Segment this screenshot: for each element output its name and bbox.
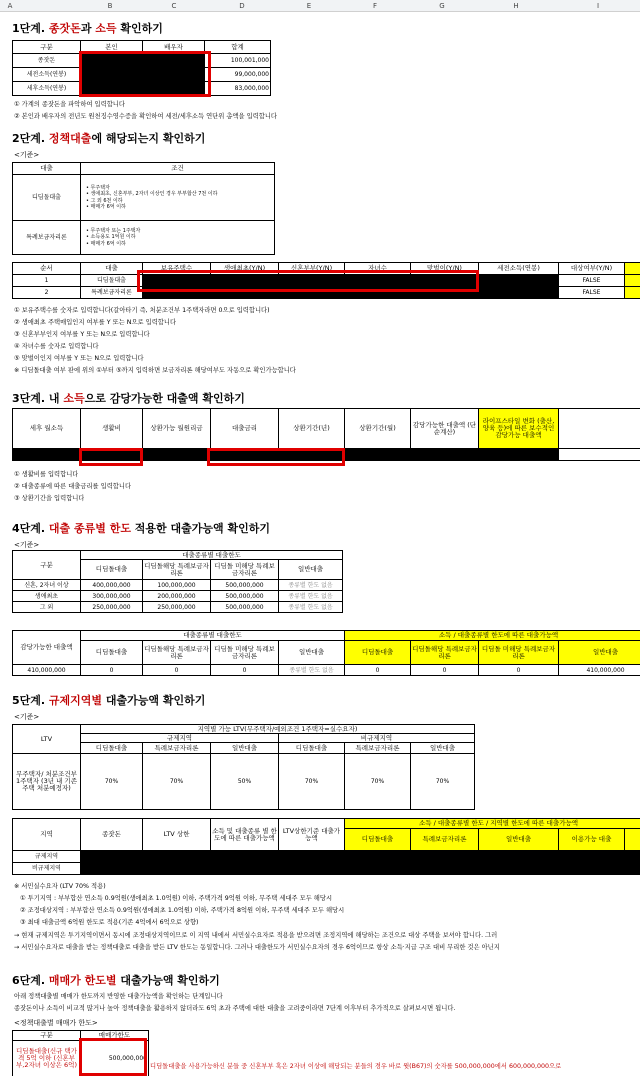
- header-loan: 대출: [81, 263, 143, 275]
- input-cell[interactable]: [81, 54, 143, 68]
- row-label: 신혼, 2자녀 이상: [13, 580, 81, 591]
- input-cell[interactable]: [143, 275, 211, 287]
- header-group: 소득 / 대출종류별 한도 / 지역별 한도에 따른 대출가능액: [345, 819, 640, 829]
- header-cell: 일반대출: [279, 641, 345, 665]
- note: ① 생활비를 입력합니다: [14, 471, 79, 478]
- header-cell: 일반대출: [479, 829, 559, 851]
- limit-cell: 300,000,000: [81, 591, 143, 602]
- note: → 서민실수요자로 대출을 받는 정책대출로 대출을 받든 LTV 한도는 동일합니다. 그러나 대출한도가 서민실수요자의 경우 6억이므로 항상 소득·지급 구조 대비 무리한 것은 아닌지: [14, 944, 500, 951]
- header-conservative: 라이프스타일 변화 (출산, 양육 등)에 따른 보수적인 감당가능 대출액: [479, 409, 559, 449]
- header-cell: 이용가능 대출: [559, 829, 625, 851]
- col-header-i[interactable]: I: [596, 2, 600, 10]
- header-cell: 일반대출: [411, 743, 475, 754]
- header-price-limit: 매매가한도: [81, 1031, 149, 1041]
- condition-list: • 무주택자 • 생애최초, 신혼부부, 2자녀 이상인 경우 부부합산 7천 이하 • 그 외 6천 이하 • 매매가 6억 이하: [86, 184, 218, 210]
- header-first-buyer: 생애최초(Y/N): [211, 263, 279, 275]
- col-header-g[interactable]: G: [439, 2, 445, 10]
- note: ※ 서민실수요자 (LTV 70% 적용): [14, 883, 106, 890]
- row-label: 종잣돈: [13, 54, 81, 68]
- limit-cell: 250,000,000: [81, 602, 143, 613]
- header-houses: 보유주택수: [143, 263, 211, 275]
- header-cell: 디딤돌해당 특례보금자리론: [143, 641, 211, 665]
- note: ③ 최대 대출금액 6억원 한도로 적용(기존 4억에서 6억으로 상향): [20, 919, 199, 926]
- input-cell[interactable]: [479, 449, 559, 461]
- col-header-a[interactable]: A: [7, 2, 13, 10]
- header-cell: 디딤돌대출: [345, 641, 411, 665]
- input-cell[interactable]: [479, 275, 559, 287]
- value-cell: 종류별 한도 없음: [279, 665, 345, 676]
- header-cell: 디딤돌대출: [279, 743, 345, 754]
- input-cell[interactable]: [279, 275, 345, 287]
- value-cell: 0: [411, 665, 479, 676]
- input-cell[interactable]: [479, 287, 559, 299]
- header-cell: 특례보금자리론: [411, 829, 479, 851]
- input-cell[interactable]: [211, 449, 279, 461]
- header-group: 대출종류별 대출한도: [81, 551, 343, 560]
- header-group: 대출종류별 대출한도: [81, 631, 345, 641]
- row-label: 무주택자/ 처분조건부 1주택자 (3년 내 기존주택 처분예정자): [13, 754, 81, 810]
- criteria-label: <정책대출별 매매가 한도>: [14, 1019, 98, 1027]
- criteria-label: <기준>: [14, 713, 40, 721]
- header-cell: 디딤돌 미해당 특례보금자리론: [211, 641, 279, 665]
- header-cell: 디딤돌해당 특례보금자리론: [411, 641, 479, 665]
- header-seed: 종잣돈: [81, 819, 143, 851]
- condition-list: • 무주택자 또는 1주택자 • 소득용도 1억원 이하 • 매매가 6억 이하: [86, 227, 141, 247]
- header-region: 지역: [13, 819, 81, 851]
- ltv-cell: 50%: [211, 754, 279, 810]
- row-label: 생애최초: [13, 591, 81, 602]
- limit-cell: 400,000,000: [81, 580, 143, 591]
- value-cell: 0: [345, 665, 411, 676]
- section2-title: 2단계. 정책대출에 해당되는지 확인하기: [12, 132, 206, 145]
- note: ② 조정대상지역 : 부부합산 연소득 0.9억원(생애최초 1.0억원) 이하, 주택가격 8억원 이하, 무주택 세대주 모두 해당시: [20, 907, 345, 914]
- region-label: 비규제지역: [13, 863, 81, 875]
- input-cell[interactable]: [143, 287, 211, 299]
- col-header-h[interactable]: H: [513, 2, 519, 10]
- total-cell[interactable]: 100,001,000: [205, 54, 271, 68]
- ltv-cell: 70%: [143, 754, 211, 810]
- header-unregulated: 비규제지역: [279, 734, 475, 743]
- header-income-limit: 소득 및 대출종류 별 한도에 따른 대출가능액: [211, 819, 279, 851]
- description: 아래 정책대출별 매매가 한도까지 반영한 대출가능액을 확인하는 단계입니다: [14, 993, 223, 1000]
- eligible-cell[interactable]: FALSE: [559, 275, 625, 287]
- limit-cell: 100,000,000: [143, 580, 211, 591]
- value-cell: 410,000,000: [13, 665, 81, 676]
- header-repay-monthly: 상환가능 월원리금: [143, 409, 211, 449]
- header-condition: 조건: [81, 163, 275, 175]
- affordable-loan-table: [12, 408, 640, 461]
- value-cell: 0: [143, 665, 211, 676]
- col-header-e[interactable]: E: [306, 2, 312, 10]
- header-spouse: 배우자: [143, 41, 205, 54]
- input-cell[interactable]: [279, 287, 345, 299]
- limit-cell: 500,000,000: [211, 602, 279, 613]
- header-rate: 대출금리: [211, 409, 279, 449]
- header-living-cost: 생활비: [81, 409, 143, 449]
- limit-cell: 500,000,000: [211, 591, 279, 602]
- row-label: 디딤돌대출(신규 택가격 5억 이하 (신혼부부,2자녀 이상은 6억): [13, 1041, 81, 1076]
- header-category: 구분: [13, 1031, 81, 1041]
- ltv-cell: 70%: [81, 754, 143, 810]
- header-category: 구분: [13, 551, 81, 580]
- order-cell: 2: [13, 287, 81, 299]
- header-term-months: 상환기간(월): [345, 409, 411, 449]
- header-special-b: 디딤돌 미해당 특례보금자리론: [211, 560, 279, 580]
- header-group: 소득 / 대출종류별 한도에 따른 대출가능액: [345, 631, 640, 641]
- header-cell: 디딤돌대출: [81, 743, 143, 754]
- note: ② 대출종류에 따른 대출금리를 입력합니다: [14, 483, 132, 490]
- loan-limit-table: [12, 550, 343, 613]
- input-cell[interactable]: [345, 449, 411, 461]
- input-cell[interactable]: [345, 275, 411, 287]
- input-cell[interactable]: [143, 449, 211, 461]
- note: ⑤ 맞벌이인지 여부를 Y 또는 N으로 입력합니다: [14, 355, 144, 362]
- note: ① 가계의 종잣돈을 파악하여 입력합니다: [14, 101, 125, 108]
- row-label: 세전소득(연봉): [13, 68, 81, 82]
- col-header-c[interactable]: C: [171, 2, 177, 10]
- loan-name: 디딤돌대출: [13, 175, 81, 221]
- loan-name: 특례보금자리론: [13, 221, 81, 255]
- eligibility-table: [12, 262, 640, 299]
- row-label: 그 외: [13, 602, 81, 613]
- header-dual-income: 맞벌이(Y/N): [411, 263, 479, 275]
- description: 종잣돈이나 소득이 비교적 많거나 높아 정책대출을 활용하지 않더라도 6억 초과 주택에 대한 대출을 고려중이라면 7단계 이후부터 추가적으로 살펴보시면 됩니다.: [14, 1005, 456, 1012]
- header-group: 지역별 가능 LTV(무주택자/예외조건 1주택자=실수요자): [81, 725, 475, 734]
- ltv-table: [12, 724, 475, 810]
- header-ltv-cap: LTV 상한: [143, 819, 211, 851]
- header-cell: 디딤돌대출: [81, 641, 143, 665]
- header-term-years: 상환기간(년): [279, 409, 345, 449]
- header-cell: 디딤돌 미해당 특례보금자리론: [479, 641, 559, 665]
- input-cell[interactable]: [211, 287, 279, 299]
- input-cell[interactable]: [143, 54, 205, 68]
- row-label: 세후소득(연봉): [13, 82, 81, 96]
- section3-title: 3단계. 내 소득으로 감당가능한 대출액 확인하기: [12, 392, 245, 405]
- header-cell: 디딤돌대출: [345, 829, 411, 851]
- header-eligible: 대상여부(Y/N): [559, 263, 625, 275]
- value-cell: 0: [479, 665, 559, 676]
- header-cell: 일반대출: [211, 743, 279, 754]
- header-ltv: LTV: [13, 725, 81, 754]
- note: ③ 상환기간을 입력합니다: [14, 495, 85, 502]
- note: ④ 자녀수를 숫자로 입력합니다: [14, 343, 99, 350]
- ltv-cell: 70%: [411, 754, 475, 810]
- input-cell[interactable]: [411, 287, 479, 299]
- header-special-a: 디딤돌해당 특례보금자리론: [143, 560, 211, 580]
- region-label: 규제지역: [13, 851, 81, 863]
- input-cell[interactable]: [81, 449, 143, 461]
- seed-income-table: [12, 40, 271, 96]
- total-cell[interactable]: 99,000,000: [205, 68, 271, 82]
- input-cell[interactable]: [81, 68, 143, 82]
- yellow-cell: [625, 275, 640, 287]
- price-limit-table: [12, 1030, 149, 1076]
- input-cell[interactable]: [345, 287, 411, 299]
- note: ② 본인과 배우자의 전년도 원천징수영수증을 확인하여 세전/세후소득 연단위 총액을 입력합니다: [14, 113, 278, 120]
- header-newlywed: 신혼부부(Y/N): [279, 263, 345, 275]
- limit-cell: 200,000,000: [143, 591, 211, 602]
- header-didimdol: 디딤돌대출: [81, 560, 143, 580]
- order-cell: 1: [13, 275, 81, 287]
- limit-cell: 500,000,000: [211, 580, 279, 591]
- limit-cell: 종류별 한도 없음: [279, 580, 343, 591]
- criteria-label: <기준>: [14, 541, 40, 549]
- note: ※ 디딤돌대출 여부 판에 위의 ①부터 ⑤까지 입력하면 보금자리론 해당여부도 자동으로 확인가능합니다: [14, 367, 296, 374]
- section6-title: 6단계. 매매가 한도별 대출가능액 확인하기: [12, 974, 220, 987]
- yellow-cell: [625, 263, 640, 275]
- header-ltv-based: LTV상한기준 대출가능액: [279, 819, 345, 851]
- limit-cell: 종류별 한도 없음: [279, 591, 343, 602]
- note: ① 보유주택수를 숫자로 입력합니다(갈아타기 즉, 처분조건부 1주택자라면 0으로 입력합니다): [14, 307, 270, 314]
- ltv-cell: 70%: [345, 754, 411, 810]
- header-monthly-income: 세후 월소득: [13, 409, 81, 449]
- note: ② 생애최초 주택매입인지 여부를 Y 또는 N으로 입력합니다: [14, 319, 177, 326]
- header-category: 구분: [13, 41, 81, 54]
- input-cell[interactable]: [81, 82, 143, 96]
- note: 디딤돌대출을 사용가능하신 분들 중 신혼부부 혹은 2자녀 이상에 해당되는 분들의 경우 바로 윗(B67)의 숫자를 500,000,000에서 600,000,000으로: [150, 1063, 562, 1070]
- header-regulated: 규제지역: [81, 734, 279, 743]
- section5-title: 5단계. 규제지역별 대출가능액 확인하기: [12, 694, 206, 707]
- header-affordable: 감당가능한 대출액 (단순계산): [411, 409, 479, 449]
- limit-cell: 종류별 한도 없음: [279, 602, 343, 613]
- loan-criteria-table: [12, 162, 275, 255]
- input-cell[interactable]: [13, 449, 81, 461]
- value-cell: 0: [211, 665, 279, 676]
- header-cell: 특례보금자리론: [345, 743, 411, 754]
- limit-cell: 250,000,000: [143, 602, 211, 613]
- column-header-bar: [0, 0, 640, 12]
- input-cell[interactable]: [279, 449, 345, 461]
- col-header-b[interactable]: B: [107, 2, 113, 10]
- header-general: 일반대출: [279, 560, 343, 580]
- header-loan: 대출: [13, 163, 81, 175]
- header-order: 순서: [13, 263, 81, 275]
- ltv-cell: 70%: [279, 754, 345, 810]
- header-cell: 특례보금자리론: [143, 743, 211, 754]
- section4-title: 4단계. 대출 종류별 한도 적용한 대출가능액 확인하기: [12, 522, 270, 535]
- header-cell: 일반대출: [559, 641, 640, 665]
- input-cell[interactable]: [411, 449, 479, 461]
- header-self: 본인: [81, 41, 143, 54]
- value-cell: 0: [81, 665, 143, 676]
- note: ① 투기지역 : 부부합산 연소득 0.9억원(생애최초 1.0억원) 이하, 주택가격 9억원 이하, 무주택 세대주 모두 해당시: [20, 895, 333, 902]
- loan-cell: 특례보금자리론: [81, 287, 143, 299]
- total-cell[interactable]: 83,000,000: [205, 82, 271, 96]
- loan-cell: 디딤돌대출: [81, 275, 143, 287]
- note: ③ 신혼부부인지 여부를 Y 또는 N으로 입력합니다: [14, 331, 150, 338]
- input-cell[interactable]: [411, 275, 479, 287]
- header-total: 합계: [205, 41, 271, 54]
- price-limit-cell[interactable]: 500,000,000: [81, 1041, 149, 1076]
- section1-title: 1단계. 종잣돈과 소득 확인하기: [12, 22, 163, 35]
- input-cell[interactable]: [143, 82, 205, 96]
- yellow-cell: [625, 287, 640, 299]
- eligible-cell[interactable]: FALSE: [559, 287, 625, 299]
- region-loan-table: [12, 818, 640, 875]
- header-affordable: 감당가능한 대출액: [13, 631, 81, 665]
- value-cell: 410,000,000: [559, 665, 640, 676]
- input-cell[interactable]: [143, 68, 205, 82]
- header-pretax-income: 세전소득(연봉): [479, 263, 559, 275]
- col-header-f[interactable]: F: [372, 2, 378, 10]
- loan-available-table: [12, 630, 640, 676]
- note: → 현재 규제지역은 투기지역이면서 동시에 조정대상지역이므로 이 지역 내에서 서민실수요자로 적용을 받으려면 조정지역에 해당하는 조건으로 대상 주택을 보셔야 합니다. 그러: [14, 932, 498, 939]
- input-cell[interactable]: [211, 275, 279, 287]
- col-header-d[interactable]: D: [239, 2, 245, 10]
- criteria-label: <기준>: [14, 151, 40, 159]
- header-children: 자녀수: [345, 263, 411, 275]
